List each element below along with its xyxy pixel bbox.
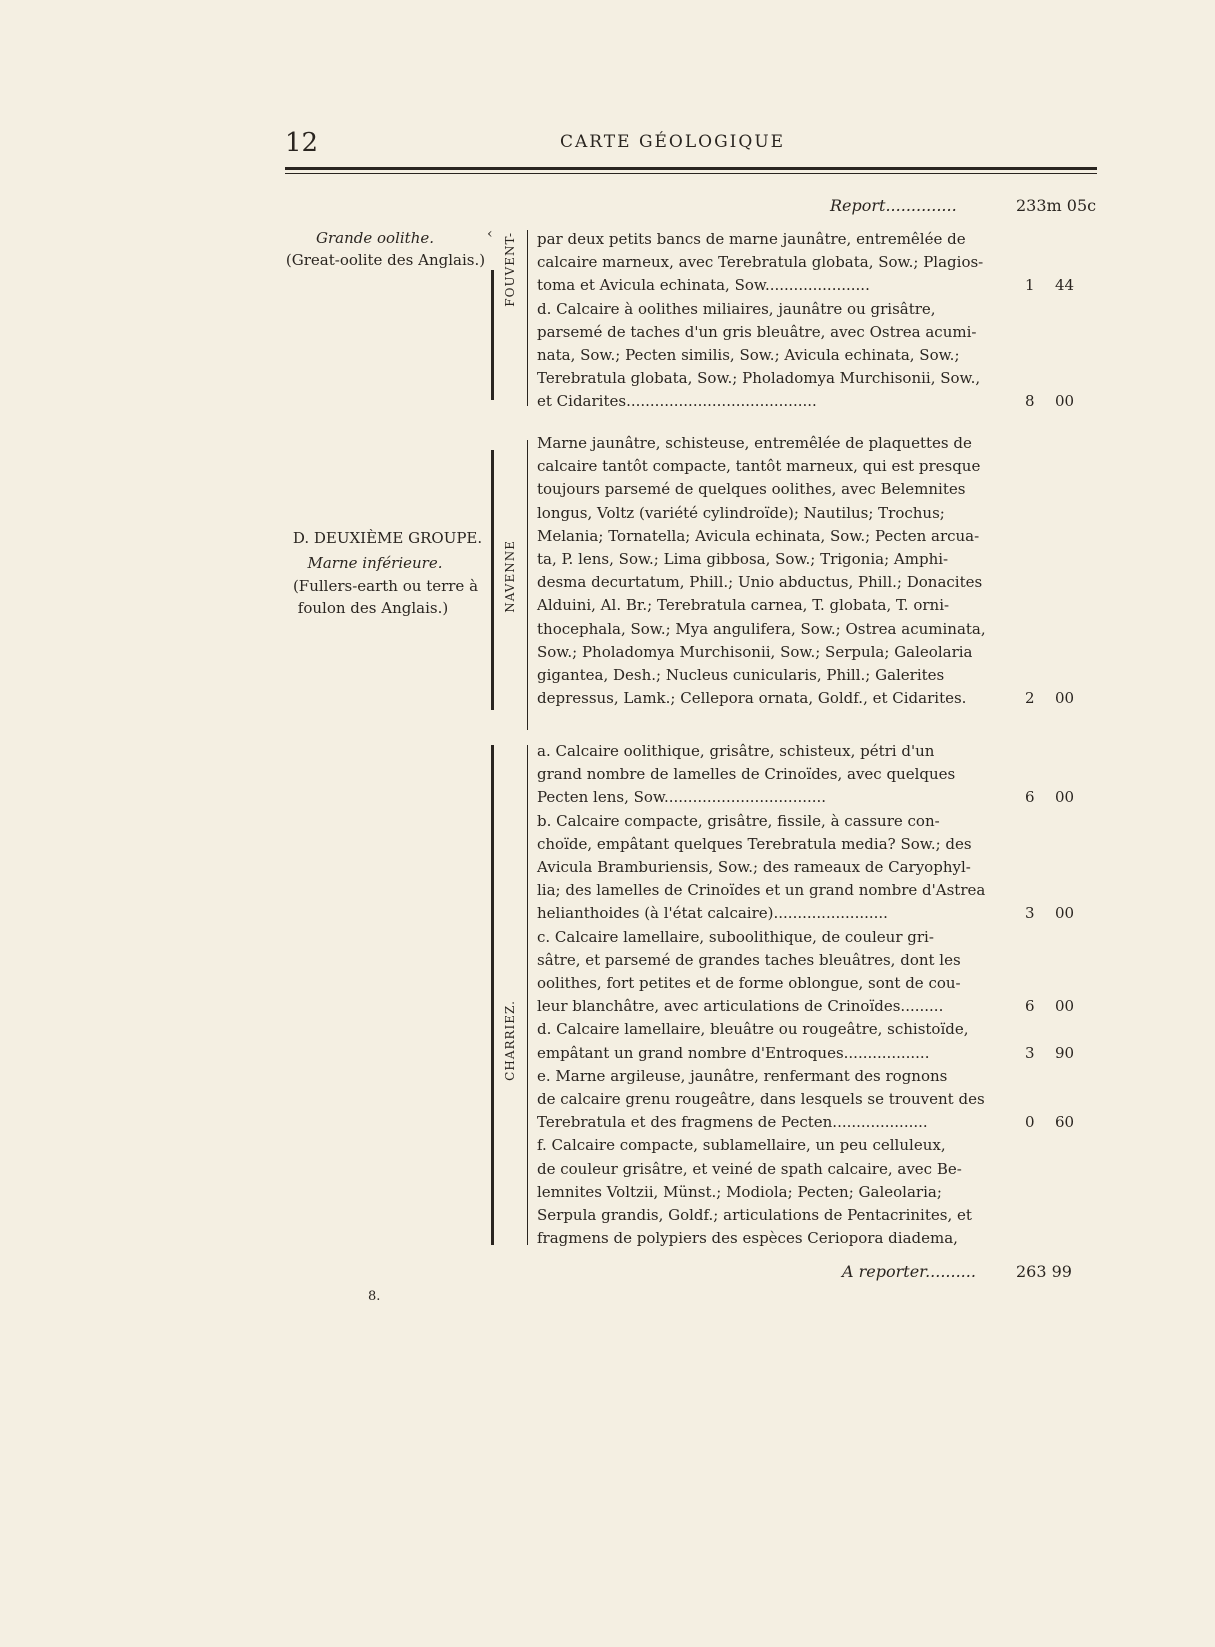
text-line: de calcaire grenu rougeâtre, dans lesquels se trouvent des [537, 1090, 985, 1109]
group-sub-fullers: (Fullers-earth ou terre à [292, 577, 479, 595]
locality-bar [491, 450, 494, 710]
amount-meters: 0 [1025, 1113, 1035, 1132]
locality-bar [491, 270, 494, 400]
text-line: thocephala, Sow.; Mya angulifera, Sow.; Ostrea acuminata, [537, 619, 986, 638]
header-rule-thick [285, 167, 1097, 170]
text-line: nata, Sow.; Pecten similis, Sow.; Avicula echinata, Sow.; [537, 346, 960, 365]
section1-text [537, 228, 1075, 414]
amount-centimeters: 00 [1055, 997, 1075, 1016]
section3-text [537, 740, 1075, 1250]
group-sub-great-oolite: (Great-oolite des Anglais.) [285, 251, 486, 269]
report-label: Report.............. [830, 196, 957, 215]
amount-centimeters: 00 [1055, 904, 1075, 923]
text-line: helianthoides (à l'état calcaire)........................ 3 00 [537, 902, 1009, 925]
page-number: 12 [285, 128, 319, 158]
report-value: 233m 05c [1016, 196, 1097, 215]
signature-mark: 8. [368, 1289, 381, 1304]
text-line: calcaire marneux, avec Terebratula globata, Sow.; Plagios- [537, 253, 984, 272]
text-line: et Cidarites........................................ 8 00 [537, 390, 1009, 413]
text-line: toma et Avicula echinata, Sow...................... 1 44 [537, 274, 1009, 297]
text-line: choïde, empâtant quelques Terebratula media? Sow.; des [537, 834, 972, 853]
amount-meters: 3 [1025, 904, 1035, 923]
text-line: f. Calcaire compacte, sublamellaire, un peu celluleux, [537, 1136, 946, 1155]
column-divider [527, 745, 528, 1245]
amount-meters: 2 [1025, 689, 1035, 708]
a-reporter-value: 263 99 [1016, 1262, 1072, 1281]
amount-centimeters: 00 [1055, 689, 1075, 708]
group-sub-foulon: foulon des Anglais.) [297, 599, 449, 617]
text-line: c. Calcaire lamellaire, suboolithique, de couleur gri- [537, 927, 934, 946]
text-line: toujours parsemé de quelques oolithes, avec Belemnites [537, 480, 966, 499]
text-line: oolithes, fort petites et de forme oblongue, sont de cou- [537, 974, 961, 993]
column-divider [527, 440, 528, 730]
amount-meters: 3 [1025, 1043, 1035, 1062]
amount-meters: 8 [1025, 392, 1035, 411]
amount-centimeters: 60 [1055, 1113, 1075, 1132]
text-line: lia; des lamelles de Crinoïdes et un grand nombre d'Astrea [537, 881, 986, 900]
column-divider [527, 230, 528, 406]
text-line: calcaire tantôt compacte, tantôt marneux, qui est presque [537, 457, 981, 476]
amount-centimeters: 90 [1055, 1043, 1075, 1062]
text-line: Sow.; Pholadomya Murchisonii, Sow.; Serpula; Galeolaria [537, 642, 973, 661]
amount-meters: 6 [1025, 997, 1035, 1016]
locality-fouvent: FOUVENT- [503, 232, 517, 307]
amount-meters: 6 [1025, 788, 1035, 807]
text-line: lemnites Voltzii, Münst.; Modiola; Pecten; Galeolaria; [537, 1182, 942, 1201]
text-line: par deux petits bancs de marne jaunâtre, entremêlée de [537, 230, 966, 248]
text-line: longus, Voltz (variété cylindroïde); Nautilus; Trochus; [537, 503, 945, 522]
amount-centimeters: 00 [1055, 392, 1075, 411]
text-line: a. Calcaire oolithique, grisâtre, schisteux, pétri d'un [537, 742, 935, 760]
text-line: Avicula Bramburiensis, Sow.; des rameaux de Caryophyl- [537, 858, 971, 877]
text-line: de couleur grisâtre, et veiné de spath calcaire, avec Be- [537, 1159, 962, 1178]
text-line: Serpula grandis, Goldf.; articulations de Pentacrinites, et [537, 1206, 972, 1225]
locality-navenne: NAVENNE [503, 540, 517, 613]
text-line: d. Calcaire à oolithes miliaires, jaunâtre ou grisâtre, [537, 299, 936, 318]
running-title: CARTE GÉOLOGIQUE [560, 132, 786, 152]
amount-centimeters: 44 [1055, 276, 1075, 295]
text-line: leur blanchâtre, avec articulations de Crinoïdes......... 6 00 [537, 995, 1009, 1018]
text-line: sâtre, et parsemé de grandes taches bleuâtres, dont les [537, 950, 961, 969]
text-line: d. Calcaire lamellaire, bleuâtre ou rougeâtre, schistoïde, [537, 1020, 969, 1039]
text-line: parsemé de taches d'un gris bleuâtre, avec Ostrea acumi- [537, 322, 977, 341]
text-line: Terebratula et des fragmens de Pecten.................... 0 60 [537, 1111, 1009, 1134]
text-line: Melania; Tornatella; Avicula echinata, Sow.; Pecten arcua- [537, 526, 980, 545]
text-line: desma decurtatum, Phill.; Unio abductus, Phill.; Donacites [537, 573, 983, 592]
header-rule-thin [285, 173, 1097, 174]
text-line: Pecten lens, Sow.................................. 6 00 [537, 786, 1009, 809]
text-line: b. Calcaire compacte, grisâtre, fissile, à cassure con- [537, 811, 940, 830]
text-line: e. Marne argileuse, jaunâtre, renfermant des rognons [537, 1066, 948, 1085]
section2-text [537, 432, 1075, 710]
locality-charriez: CHARRIEZ. [503, 1000, 517, 1081]
text-line: grand nombre de lamelles de Crinoïdes, avec quelques [537, 765, 956, 784]
text-line: depressus, Lamk.; Cellepora ornata, Goldf., et Cidarites. 2 00 [537, 687, 1009, 710]
text-line: fragmens de polypiers des espèces Ceriopora diadema, [537, 1229, 958, 1248]
text-line: Terebratula globata, Sow.; Pholadomya Murchisonii, Sow., [537, 369, 981, 388]
text-line: ta, P. lens, Sow.; Lima gibbosa, Sow.; Trigonia; Amphi- [537, 550, 949, 569]
text-line: empâtant un grand nombre d'Entroques.................. 3 90 [537, 1042, 1009, 1065]
text-line: Marne jaunâtre, schisteuse, entremêlée de plaquettes de [537, 434, 972, 452]
group-sub-marne: Marne inférieure. [307, 554, 443, 572]
text-line: gigantea, Desh.; Nucleus cunicularis, Phill.; Galerites [537, 666, 945, 685]
group-title-deuxieme: D. DEUXIÈME GROUPE. [292, 529, 483, 547]
a-reporter-label: A reporter.......... [842, 1262, 976, 1281]
amount-meters: 1 [1025, 276, 1035, 295]
brace-icon: ‹ [487, 226, 493, 242]
text-line: Alduini, Al. Br.; Terebratula carnea, T. globata, T. orni- [537, 596, 950, 615]
group-title-grande-oolithe: Grande oolithe. [316, 229, 434, 247]
amount-centimeters: 00 [1055, 788, 1075, 807]
locality-bar [491, 745, 494, 1245]
